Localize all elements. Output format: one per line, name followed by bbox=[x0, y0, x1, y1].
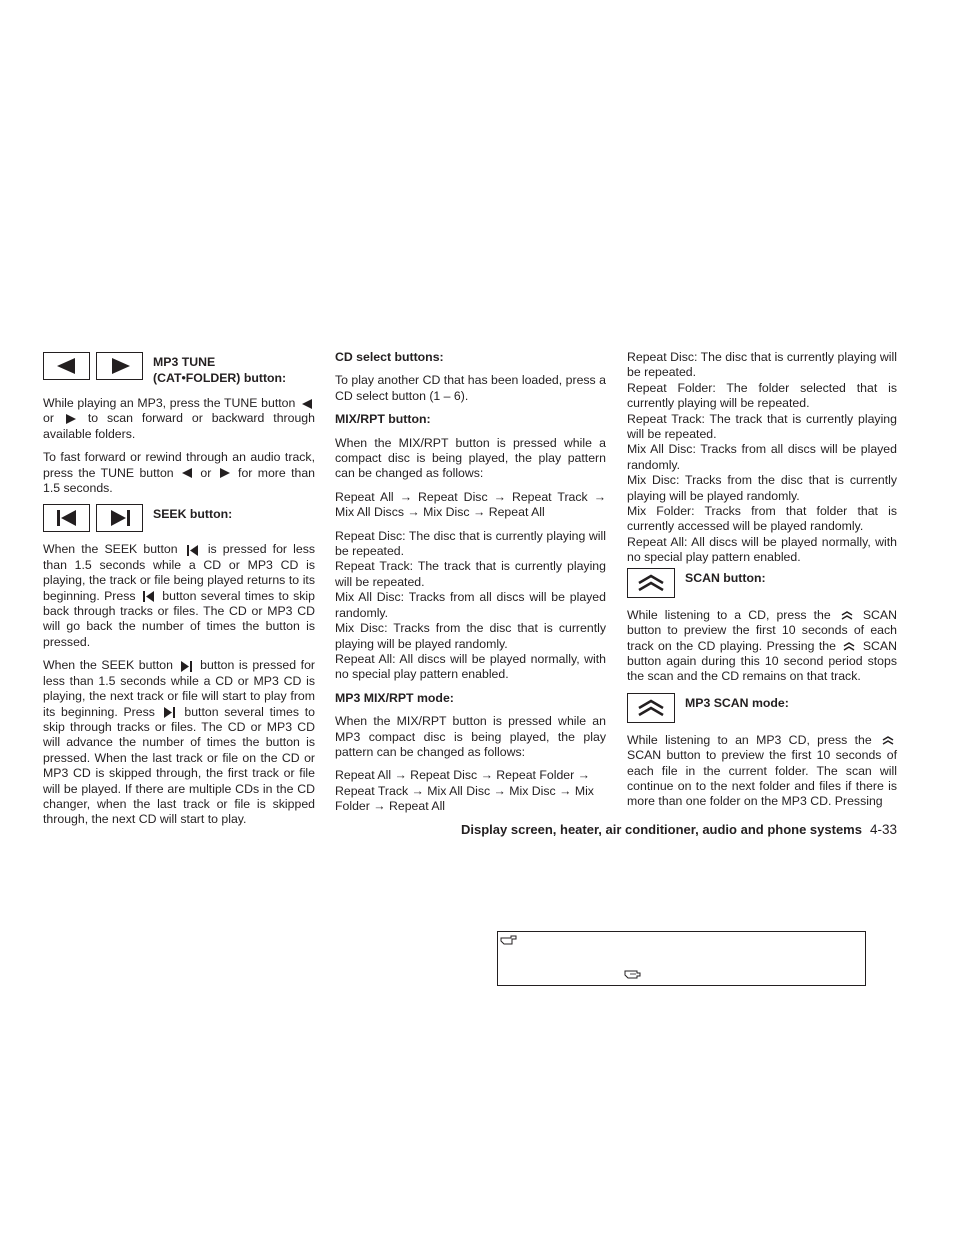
right-triangle-icon bbox=[108, 358, 132, 374]
left-triangle-icon bbox=[181, 468, 193, 478]
scan-row bbox=[627, 568, 897, 598]
pointing-hand-icon bbox=[500, 934, 518, 946]
scan-heading: SCAN button: bbox=[685, 570, 766, 585]
mp3-scan-heading: MP3 SCAN mode: bbox=[685, 695, 789, 710]
mp3-desc-mix-all-disc: Mix All Disc: Tracks from all discs will be played randomly. bbox=[627, 442, 897, 472]
mp3-desc-mix-disc: Mix Disc: Tracks from the disc that is currently playing will be played randomly. bbox=[627, 473, 897, 503]
right-triangle-icon bbox=[219, 468, 231, 478]
left-triangle-icon bbox=[55, 358, 79, 374]
seek-back-icon bbox=[55, 509, 79, 527]
seek-forward-button-graphic bbox=[96, 504, 143, 532]
tune-paragraph-2: To fast forward or rewind through an audio track, press the TUNE button or for more than 1.5 seconds. bbox=[43, 450, 316, 496]
mp3-desc-mix-folder: Mix Folder: Tracks from that folder that is currently accessed will be played randomly. bbox=[627, 504, 897, 534]
seek-paragraph-2: When the SEEK button button is pressed for less than 1.5 seconds while a CD or MP3 CD is playing, the next track or file will start to play from its beginning. Press button several times to skip through tracks or files. The CD or MP3 CD will advance the number of times the button is pressed. When the last track or file on the CD or MP3 CD is skipped through, the first track or file will be played. If there are multiple CDs in the CD changer, when the last track or file is skipped through, the next CD will start to play. bbox=[43, 658, 316, 827]
cd-select-heading: CD select buttons: bbox=[335, 350, 444, 364]
note-box bbox=[497, 931, 866, 986]
right-triangle-icon bbox=[65, 414, 77, 424]
page-number: 4-33 bbox=[869, 822, 897, 837]
mix-rpt-desc-repeat-disc: Repeat Disc: The disc that is currently playing will be repeated. bbox=[335, 528, 606, 559]
seek-back-icon bbox=[142, 591, 156, 602]
mp3-tune-heading: MP3 TUNE (CAT•FOLDER) button: bbox=[153, 355, 287, 385]
mp3-scan-button-graphic bbox=[627, 693, 675, 723]
seek-forward-icon bbox=[163, 707, 177, 718]
mix-rpt-heading: MIX/RPT button: bbox=[335, 412, 431, 427]
seek-heading: SEEK button: bbox=[153, 507, 233, 522]
pointing-hand-icon bbox=[624, 968, 642, 980]
left-triangle-icon bbox=[301, 399, 313, 409]
mp3-desc-repeat-all: Repeat All: All discs will be played normally, with no special play pattern enabled. bbox=[627, 534, 897, 565]
tune-right-button-graphic bbox=[96, 352, 143, 380]
scan-paragraph: While listening to a CD, press the SCAN button to preview the first 10 seconds of each track on the CD playing. Pressing the SCAN button again during this 10 second period stops the scan and the CD remains on that track. bbox=[627, 607, 898, 684]
page-footer bbox=[335, 822, 897, 837]
scan-chevron-icon bbox=[840, 610, 854, 621]
mix-rpt-desc-repeat-track: Repeat Track: The track that is currently playing will be repeated. bbox=[335, 559, 606, 589]
tune-left-button-graphic bbox=[43, 352, 90, 380]
mix-rpt-desc-mix-disc: Mix Disc: Tracks from the disc that is currently playing will be played randomly. bbox=[335, 621, 606, 651]
mix-rpt-sequence: Repeat All → Repeat Disc → Repeat Track → Mix All Discs → Mix Disc → Repeat All bbox=[335, 489, 606, 520]
seek-back-icon bbox=[186, 545, 200, 556]
scan-chevron-icon bbox=[881, 735, 895, 746]
mix-rpt-desc-repeat-all: Repeat All: All discs will be played normally, with no special play pattern enabled. bbox=[335, 651, 606, 682]
mp3-scan-paragraph: While listening to an MP3 CD, press the SCAN button to preview the first 10 seconds of each file in the current folder. The scan will continue on to the next folder and files if there is more than one folder on the MP3 CD. Pressing bbox=[627, 732, 897, 809]
mix-rpt-desc-mix-all-disc: Mix All Disc: Tracks from all discs will be played randomly. bbox=[335, 590, 606, 620]
mp3-desc-repeat-disc: Repeat Disc: The disc that is currently playing will be repeated. bbox=[627, 350, 897, 380]
seek-forward-icon bbox=[180, 661, 194, 672]
seek-row bbox=[43, 504, 315, 532]
mp3-desc-repeat-track: Repeat Track: The track that is currently playing will be repeated. bbox=[627, 411, 897, 442]
scan-chevron-icon bbox=[842, 641, 856, 652]
seek-back-button-graphic bbox=[43, 504, 90, 532]
tune-paragraph-1: While playing an MP3, press the TUNE button or to scan forward or backward through available folders. bbox=[43, 396, 315, 441]
mp3-mix-rpt-sequence: Repeat All → Repeat Disc → Repeat Folder → Repeat Track → Mix All Disc → Mix Disc → Mix Folder → Repeat All bbox=[335, 768, 594, 814]
mp3-tune-row bbox=[43, 352, 315, 386]
seek-forward-icon bbox=[108, 509, 132, 527]
mp3-mix-rpt-heading: MP3 MIX/RPT mode: bbox=[335, 690, 454, 705]
mix-rpt-paragraph-1: When the MIX/RPT button is pressed while a compact disc is being played, the play pattern can be changed as follows: bbox=[335, 435, 606, 481]
column-3 bbox=[627, 350, 897, 818]
scan-chevron-icon bbox=[636, 573, 666, 593]
mp3-desc-repeat-folder: Repeat Folder: The folder selected that is currently playing will be repeated. bbox=[627, 380, 897, 411]
scan-button-graphic bbox=[627, 568, 675, 598]
mp3-mix-rpt-paragraph-1: When the MIX/RPT button is pressed while an MP3 compact disc is being played, the play pattern can be changed as follows: bbox=[335, 714, 606, 759]
cd-select-paragraph: To play another CD that has been loaded, press a CD select button (1 – 6). bbox=[335, 373, 606, 403]
section-title: Display screen, heater, air conditioner, audio and phone systems bbox=[461, 822, 862, 837]
seek-paragraph-1: When the SEEK button is pressed for less than 1.5 seconds while a CD or MP3 CD is playing, the track or file being played returns to its beginning. Press button several times to skip back through tracks or files. The CD or MP3 CD will go back the number of times the button is pressed. bbox=[43, 542, 316, 649]
mp3-scan-row bbox=[627, 693, 897, 723]
scan-chevron-icon bbox=[636, 698, 666, 718]
column-1 bbox=[43, 350, 315, 836]
column-2 bbox=[335, 350, 606, 823]
